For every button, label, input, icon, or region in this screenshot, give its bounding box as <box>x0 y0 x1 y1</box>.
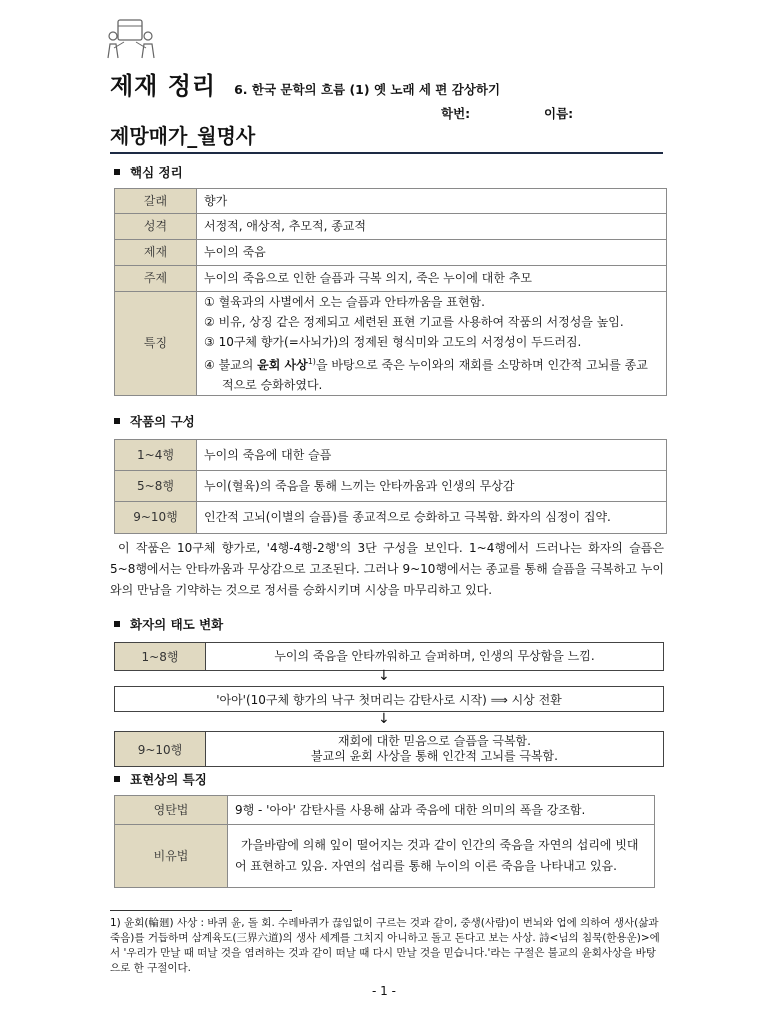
feature-bold-text: 윤회 사상 <box>257 358 308 372</box>
list-item: ② 비유, 상징 같은 정제되고 세련된 표현 기교를 사용하여 작품의 서정성을 높임. <box>204 315 624 329</box>
row-value: 누이의 죽음에 대한 슬픔 <box>197 440 667 471</box>
student-id-label: 학번: <box>441 106 471 121</box>
section-heading-text: 작품의 구성 <box>130 414 195 429</box>
row-label: 성격 <box>115 214 197 240</box>
section-heading-text: 표현상의 특징 <box>130 772 207 787</box>
structure-table <box>114 439 667 534</box>
table-row <box>115 502 667 534</box>
row-label: 주제 <box>115 266 197 292</box>
section-heading-text: 핵심 정리 <box>130 165 183 180</box>
section-heading-attitude <box>114 615 223 633</box>
table-row <box>115 292 667 396</box>
bullet-icon <box>114 418 120 424</box>
attitude-box-label: 9~10행 <box>115 732 206 766</box>
bullet-icon <box>114 776 120 782</box>
attitude-box-line: 재회에 대한 믿음으로 슬픔을 극복함. <box>338 734 531 748</box>
logo-icon <box>104 14 156 62</box>
list-item <box>204 352 659 395</box>
list-item: ① 혈육과의 사별에서 오는 슬픔과 안타까움을 표현함. <box>204 295 485 309</box>
attitude-box-2 <box>114 731 664 767</box>
row-value: 누이(혈육)의 죽음을 통해 느끼는 안타까움과 인생의 무상감 <box>197 471 667 502</box>
row-label: 1~4행 <box>115 440 197 471</box>
section-heading-expression <box>114 770 207 788</box>
footnote-ref[interactable]: 1) <box>307 357 316 366</box>
table-row <box>115 214 667 240</box>
row-label: 비유법 <box>115 825 228 888</box>
table-row <box>115 440 667 471</box>
footnote: 1) 윤회(輪廻) 사상 : 바퀴 윤, 돌 회. 수레바퀴가 끊임없이 구르는 것과 같이, 중생(사람)이 번뇌와 업에 의하여 생사(삶과 죽음)를 거듭하며 삼계육도(三界六道)의 생사 세계를 그치지 아니하고 돌고 돈다고 보는 사상. 詩<님의 침묵(한용운)>에서 '우리가 만날 때 떠날 것을 염려하는 것과 같이 떠날 때 다시 만날 것을 믿습니다.'라는 구절은 불교의 윤회사상을 바탕으로 한 구절이다. <box>110 917 660 974</box>
row-value <box>197 292 667 396</box>
page-title: 제재 정리 <box>110 72 217 100</box>
table-row <box>115 796 655 825</box>
core-table <box>114 188 667 396</box>
unit-title: 6. 한국 문학의 흐름 (1) 옛 노래 세 편 감상하기 <box>234 82 501 97</box>
section-heading-structure <box>114 412 195 430</box>
feature-text: 을 바탕으로 죽은 누이와의 재회를 소망하며 인간적 고뇌를 종교적으로 승화하였다. <box>222 358 648 392</box>
attitude-box-1 <box>114 642 664 671</box>
row-value: 가을바람에 의해 잎이 떨어지는 것과 같이 인간의 죽음을 자연의 섭리에 빗대어 표현하고 있음. 자연의 섭리를 통해 누이의 이른 죽음을 나타내고 있음. <box>228 825 655 888</box>
attitude-box-text: 누이의 죽음을 안타까워하고 슬퍼하며, 인생의 무상함을 느낌. <box>274 649 595 663</box>
row-value: 9행 - '아아' 감탄사를 사용해 삶과 죽음에 대한 의미의 폭을 강조함. <box>228 796 655 825</box>
name-label: 이름: <box>544 106 574 121</box>
bullet-icon <box>114 169 120 175</box>
row-value: 인간적 고뇌(이별의 슬픔)를 종교적으로 승화하고 극복함. 화자의 심정이 집약. <box>197 502 667 534</box>
attitude-transition-box: '아아'(10구체 향가의 낙구 첫머리는 감탄사로 시작) ⟹ 시상 전환 <box>114 686 664 712</box>
section-heading-core <box>114 163 183 181</box>
row-label: 제재 <box>115 240 197 266</box>
feature-text: ④ 불교의 <box>204 358 258 372</box>
row-label: 특징 <box>115 292 197 396</box>
attitude-box-line: 불교의 윤회 사상을 통해 인간적 고뇌를 극복함. <box>311 749 558 763</box>
page-number: - 1 - <box>372 984 396 998</box>
table-row <box>115 471 667 502</box>
down-arrow-icon: ↓ <box>378 711 390 727</box>
down-arrow-icon: ↓ <box>378 668 390 684</box>
row-label: 갈래 <box>115 189 197 214</box>
header-divider <box>110 152 663 154</box>
table-row <box>115 266 667 292</box>
feature-list <box>204 292 659 395</box>
attitude-box-text <box>206 732 663 766</box>
row-label: 9~10행 <box>115 502 197 534</box>
row-label: 영탄법 <box>115 796 228 825</box>
table-row <box>115 825 655 888</box>
row-value: 향가 <box>197 189 667 214</box>
table-row <box>115 189 667 214</box>
bullet-icon <box>114 621 120 627</box>
attitude-box-label: 1~8행 <box>115 643 206 670</box>
structure-paragraph: 이 작품은 10구체 향가로, '4행-4행-2행'의 3단 구성을 보인다. 1~4행에서 드러나는 화자의 슬픔은 5~8행에서는 안타까움과 무상감으로 고조된다. 그러나 9~10행에서는 종교를 통해 슬픔을 극복하고 누이와의 만남을 기약하는 것으로 정서를 승화시키며 시상을 마무리하고 있다. <box>110 541 664 597</box>
row-value: 누이의 죽음 <box>197 240 667 266</box>
row-label: 5~8행 <box>115 471 197 502</box>
table-row <box>115 240 667 266</box>
row-value: 서정적, 애상적, 추모적, 종교적 <box>197 214 667 240</box>
title-row <box>110 66 500 101</box>
footnote-divider <box>110 910 292 911</box>
expression-table <box>114 795 655 888</box>
list-item: ③ 10구체 향가(=사뇌가)의 정제된 형식미와 고도의 서정성이 두드러짐. <box>204 335 582 349</box>
work-title: 제망매가_월명사 <box>110 124 256 148</box>
row-value: 누이의 죽음으로 인한 슬픔과 극복 의지, 죽은 누이에 대한 추모 <box>197 266 667 292</box>
section-heading-text: 화자의 태도 변화 <box>130 617 224 632</box>
